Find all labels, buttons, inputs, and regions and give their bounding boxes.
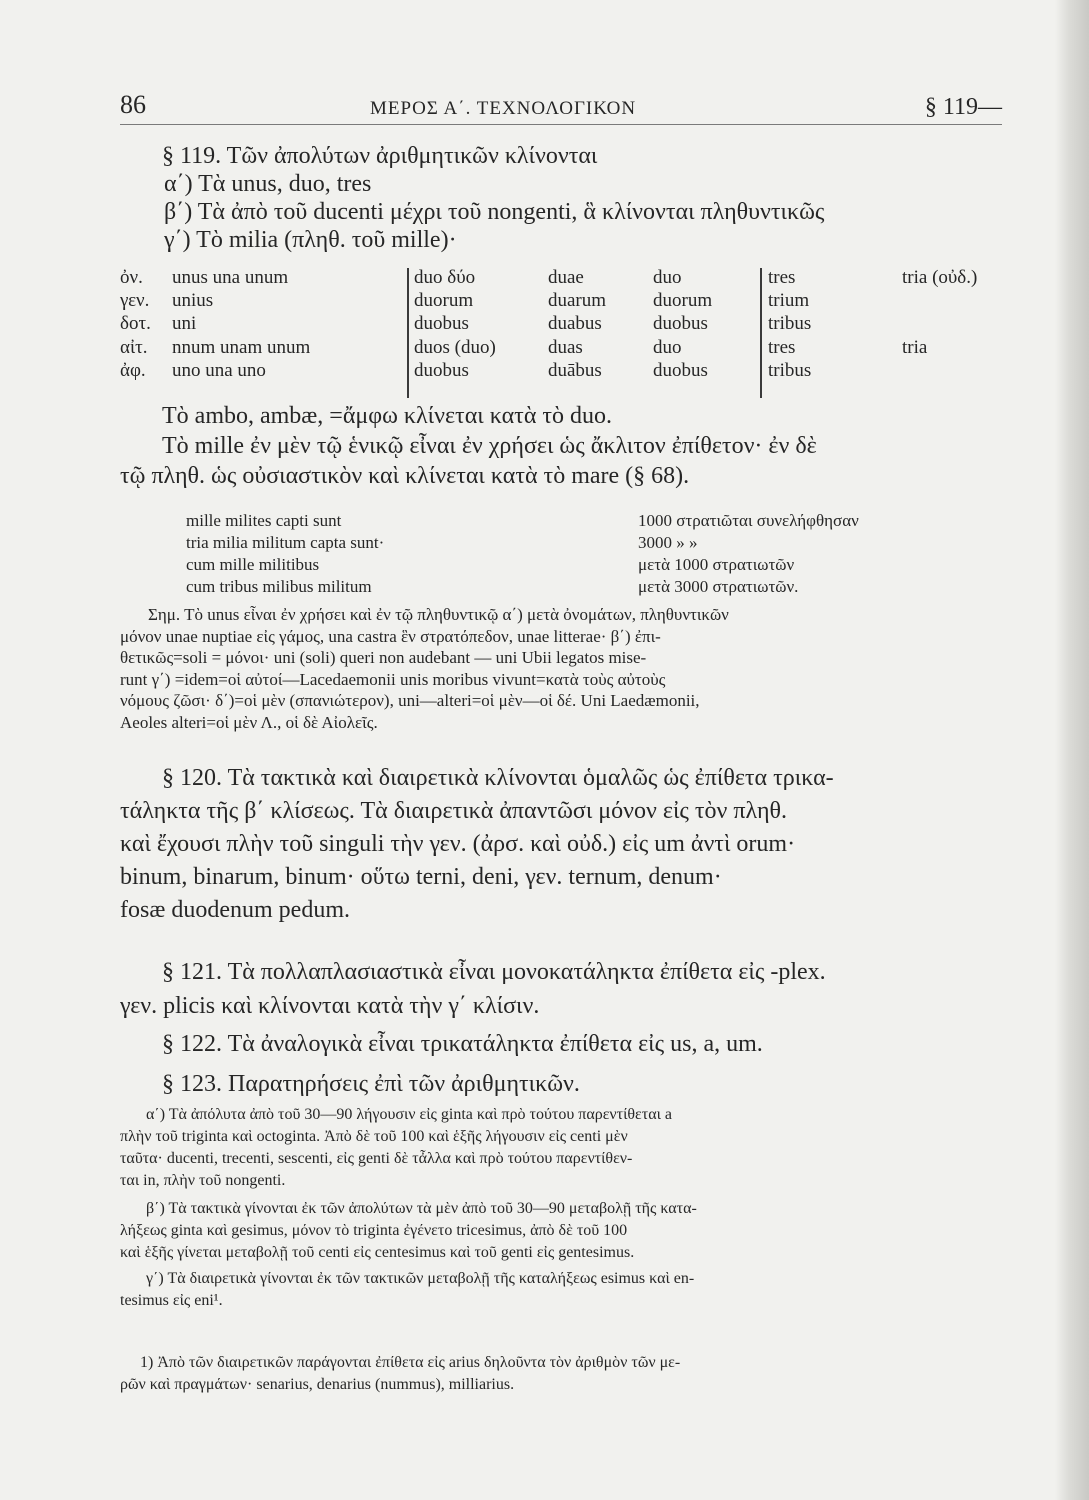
case-label: ἀφ. [120, 359, 146, 381]
mille-line: Τὸ mille ἐν μὲν τῷ ἑνικῷ εἶναι ἐν χρήσει ὡς ἄκλιτον ἐπίθετον· ἐν δὲ [162, 433, 817, 459]
tria-form: tria (οὐδ.) [902, 267, 978, 288]
table-divider [760, 268, 762, 398]
note-line: νόμους ζῶσι· δ΄)=οἱ μὲν (σπανιώτερον), uni—alteri=οἱ μὲν—οἱ δέ. Uni Laedæmonii, [120, 691, 700, 710]
running-title: ΜΕΡΟΣ Α΄. ΤΕΧΝΟΛΟΓΙΚΟΝ [370, 98, 637, 119]
section-123-a: ται in, πλὴν τοῦ nongenti. [120, 1172, 286, 1189]
tres-column [768, 266, 811, 382]
section-123-c: γ΄) Τὰ διαιρετικὰ γίνονται ἐκ τῶν τακτικῶν μεταβολῇ τῆς καταλήξεως esimus καὶ en- [146, 1270, 695, 1287]
example-row [186, 510, 966, 532]
case-column [120, 266, 151, 382]
section-119-g: γ΄) Τὸ milia (πληθ. τοῦ mille)· [164, 227, 457, 253]
unus-form: unius [172, 290, 214, 312]
footnote-line: ρῶν καὶ πραγμάτων· senarius, denarius (nummus), milliarius. [120, 1376, 515, 1393]
section-120-line: § 120. Τὰ τακτικὰ καὶ διαιρετικὰ κλίνονται ὁμαλῶς ὡς ἐπίθετα τρικα- [162, 765, 834, 791]
note-line: runt γ΄) =idem=οἱ αὐτοί—Lacedaemonii unis moribus vivunt=κατὰ τοὺς αὐτοὺς [120, 669, 666, 689]
example-row [186, 576, 966, 598]
footnote-line: 1) Ἀπὸ τῶν διαιρετικῶν παράγονται ἐπίθετα εἰς arius δηλοῦντα τὸν ἀριθμὸν τῶν με- [140, 1354, 681, 1371]
duo-form: duobus [653, 313, 708, 335]
duo-form: duabus [548, 313, 602, 335]
example-greek: μετὰ 3000 στρατιωτῶν. [638, 577, 799, 596]
mille-examples [186, 510, 966, 598]
tria-form [902, 312, 977, 335]
section-reference: § 119— [924, 94, 1002, 120]
case-label: αἰτ. [120, 336, 148, 358]
duo-form: duae [548, 267, 584, 288]
ambo-mille-paragraph [120, 402, 1002, 490]
section-121 [120, 958, 1002, 1020]
mille-line: τῷ πληθ. ὡς οὐσιαστικὸν καὶ κλίνεται κατὰ τὸ mare (§ 68). [120, 463, 690, 489]
case-label: δοτ. [120, 313, 151, 335]
duo-form: duobus [653, 359, 708, 381]
duo-form: duorum [653, 290, 713, 312]
tres-form: tribus [768, 313, 812, 335]
example-row [186, 554, 966, 576]
duo-masc-column [414, 266, 496, 382]
example-greek: 3000 » » [638, 533, 698, 552]
note-line: Σημ. Τὸ unus εἶναι ἐν χρήσει καὶ ἐν τῷ πληθυντικῷ α΄) μετὰ ὀνομάτων, πληθυντικῶν [148, 605, 729, 624]
table-divider [407, 268, 409, 398]
declension-table [120, 266, 1002, 402]
page-spine-shadow [1055, 0, 1089, 1500]
tria-form: tria [902, 336, 928, 358]
section-121-line: γεν. plicis καὶ κλίνονται κατὰ τὴν γ΄ κλίσιν. [120, 993, 540, 1019]
duo-neut-column [653, 266, 712, 382]
section-123-a: α΄) Τὰ ἀπόλυτα ἀπὸ τοῦ 30—90 λήγουσιν εἰς ginta καὶ πρὸ τούτου παρεντίθεται a [146, 1106, 672, 1123]
section-120 [120, 764, 1002, 924]
example-greek: 1000 στρατιῶται συνελήφθησαν [638, 511, 859, 530]
unus-form: unus una unum [172, 267, 289, 288]
section-122 [120, 1030, 1002, 1058]
example-greek: μετὰ 1000 στρατιωτῶν [638, 555, 795, 574]
section-123-body [120, 1104, 1002, 1312]
tres-form: tres [768, 267, 796, 288]
section-122-line: § 122. Τὰ ἀναλογικὰ εἶναι τρικατάληκτα ἐπίθετα εἰς us, a, um. [162, 1031, 763, 1057]
section-123-b: β΄) Τὰ τακτικὰ γίνονται ἐκ τῶν ἀπολύτων τὰ μὲν ἀπὸ τοῦ 30—90 μεταβολῇ τῆς κατα- [146, 1200, 697, 1217]
duo-form: duābus [548, 359, 602, 381]
section-119-intro [120, 142, 1002, 254]
section-119-b: β΄) Τὰ ἀπὸ τοῦ ducenti μέχρι τοῦ nongenti, ἃ κλίνονται πληθυντικῶς [164, 199, 825, 225]
unus-form: nnum unam unum [172, 336, 311, 358]
example-latin: mille milites capti sunt [186, 511, 342, 530]
section-120-line: fosæ duodenum pedum. [120, 897, 350, 923]
header-rule [120, 124, 1002, 125]
duo-form: duo [653, 336, 682, 358]
tres-form: trium [768, 290, 810, 312]
example-latin: cum tribus milibus militum [186, 577, 372, 596]
section-123-a: ταῦτα· ducenti, trecenti, sescenti, εἰς genti δὲ τἆλλα καὶ πρὸ τούτου παρεντίθεν- [120, 1150, 633, 1167]
section-120-line: καὶ ἔχουσι πλὴν τοῦ singuli τὴν γεν. (ἀρσ. καὶ οὐδ.) εἰς um ἀντὶ orum· [120, 831, 796, 857]
tria-column [902, 266, 977, 382]
note-line: Aeoles alteri=οἱ μὲν Λ., οἱ δὲ Αἰολεῖς. [120, 712, 378, 732]
unus-form: uno una uno [172, 359, 266, 381]
section-123-b: λήξεως ginta καὶ gesimus, μόνον τὸ triginta ἐγένετο tricesimus, ἀπὸ δὲ τοῦ 100 [120, 1222, 628, 1239]
section-123-a: πλὴν τοῦ triginta καὶ octoginta. Ἀπὸ δὲ τοῦ 100 καὶ ἑξῆς λήγουσιν εἰς centi μὲν [120, 1128, 628, 1145]
duo-form: duas [548, 336, 583, 358]
section-119-heading: § 119. Τῶν ἀπολύτων ἀριθμητικῶν κλίνονται [162, 143, 598, 169]
unus-column [172, 266, 310, 382]
case-label: γεν. [120, 290, 150, 312]
section-119-a: α΄) Τὰ unus, duo, tres [164, 171, 372, 197]
duo-form: duo δύο [414, 267, 476, 288]
note-line: μόνον unae nuptiae εἰς γάμος, una castra ἓν στρατόπεδον, unae litterae· β΄) ἐπι- [120, 626, 661, 646]
example-latin: cum mille militibus [186, 555, 320, 574]
ambo-line: Τὸ ambo, ambæ, =ἄμφω κλίνεται κατὰ τὸ duo. [162, 403, 613, 429]
tria-form [902, 289, 977, 312]
section-123-title: § 123. Παρατηρήσεις ἐπὶ τῶν ἀριθμητικῶν. [162, 1071, 580, 1097]
tres-form: tres [768, 336, 796, 358]
section-120-line: τάληκτα τῆς β΄ κλίσεως. Τὰ διαιρετικὰ ἀπαντῶσι μόνον εἰς τὸν πληθ. [120, 798, 787, 824]
duo-fem-column [548, 266, 606, 382]
footnote [120, 1352, 1002, 1396]
section-123-c: tesimus εἰς eni¹. [120, 1292, 223, 1309]
duo-form: duos (duo) [414, 336, 496, 358]
duo-form: duo [653, 267, 682, 288]
case-label: ὀν. [120, 267, 143, 288]
duo-form: duobus [414, 313, 469, 335]
note-line: θετικῶς=soli = μόνοι· uni (soli) queri non audebant — uni Ubii legatos mise- [120, 648, 647, 667]
duo-form: duarum [548, 290, 607, 312]
duo-form: duorum [414, 290, 474, 312]
unus-form: uni [172, 313, 197, 335]
section-120-line: binum, binarum, binum· οὕτω terni, deni, γεν. ternum, denum· [120, 864, 722, 890]
section-123-heading [120, 1070, 1002, 1098]
example-latin: tria milia militum capta sunt· [186, 533, 385, 552]
page-number: 86 [120, 90, 146, 119]
tres-form: tribus [768, 359, 812, 381]
section-123-b: καὶ ἑξῆς γίνεται μεταβολῇ τοῦ centi εἰς centesimus καὶ τοῦ genti εἰς gentesimus. [120, 1244, 635, 1261]
section-121-line: § 121. Τὰ πολλαπλασιαστικὰ εἶναι μονοκατάληκτα ἐπίθετα εἰς -plex. [162, 959, 826, 985]
example-row [186, 532, 966, 554]
duo-form: duobus [414, 359, 469, 381]
tria-form [902, 359, 977, 382]
unus-plural-note [120, 604, 1002, 733]
